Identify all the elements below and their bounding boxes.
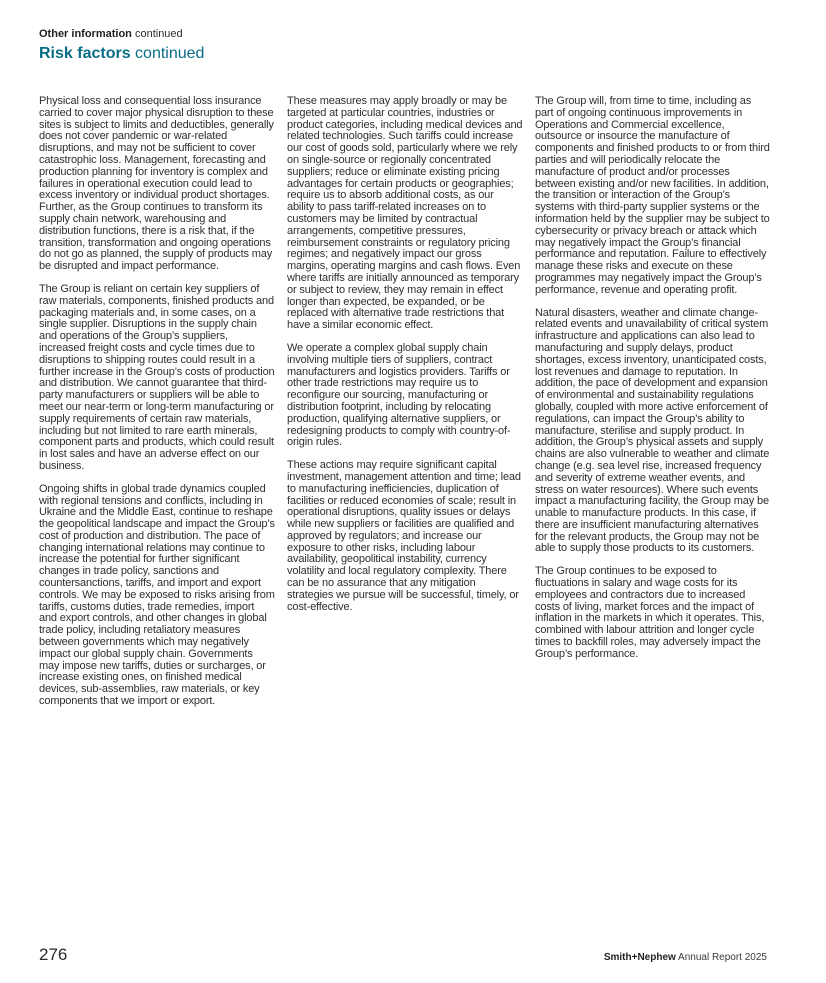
paragraph: Natural disasters, weather and climate change-related events and unavailability of critical system infrastructure and applications can also lead to manufacturing and supply delays, product shortages, excess inventory, unanticipated costs, lost revenues and damage to reputation. In addition, the pace of development and expansion of environmental and sustainability regulations globally, coupled with more active enforcement of regulations, can impact the Group’s ability to manufacture, sterilise and supply product. In addition, the Group’s physical assets and supply chains are also vulnerable to weather and climate change (e.g. sea level rise, increased frequency and severity of extreme weather events, and stress on water resources). Where such events impact a manufacturing facility, the Group may be unable to manufacture products. In this case, if there are insufficient manufacturing alternatives for the relevant products, the Group may not be able to supply those products to its customers. bbox=[535, 306, 770, 555]
paragraph: These actions may require significant capital investment, management attention and time; lead to manufacturing inefficiencies, duplication of facilities or reduced economies of scale; result in operational disruptions, quality issues or delays while new suppliers or facilities are qualified and approved by regulators; and increase our exposure to other risks, including labour availability, geopolitical instability, currency volatility and local regulatory complexity. There can be no assurance that any mitigation strategies we pursue will be successful, timely, or cost-effective. bbox=[287, 459, 521, 613]
paragraph: Ongoing shifts in global trade dynamics coupled with regional tensions and conflicts, including in Ukraine and the Middle East, continue to reshape the geopolitical landscape and impact the Group’s cost of production and distribution. The pace of changing international relations may continue to increase the potential for further significant changes in trade policy, sanctions and countersanctions, tariffs, and import and export controls. We may be exposed to risks arising from tariffs, customs duties, trade remedies, import and export controls, and other changes in global trade policy, including retaliatory measures between governments which may negatively impact our global supply chain. Governments may impose new tariffs, duties or surcharges, or increase existing ones, on finished medical devices, sub-assemblies, raw materials, or key components that we import or export. bbox=[39, 482, 275, 708]
paragraph: These measures may apply broadly or may be targeted at particular countries, industries or product categories, including medical devices and related technologies. Such tariffs could increase our cost of goods sold, particularly where we rely on single-source or regionally concentrated suppliers; reduce or eliminate existing pricing advantages for certain products or geographies; require us to absorb additional costs, as our ability to pass tariff-related increases on to customers may be limited by contractual arrangements, competitive pressures, reimbursement constraints or regulatory pricing regimes; and negatively impact our gross margins, operating margins and cash flows. Even where tariffs are initially announced as temporary or subject to review, they may remain in effect longer than expected, be expanded, or be replaced with alternative trade restrictions that have a similar economic effect. bbox=[287, 95, 523, 332]
section-label bbox=[39, 27, 204, 41]
paragraph: The Group is reliant on certain key suppliers of raw materials, components, finished products and packaging materials and, in some cases, on a single supplier. Disruptions in the supply chain and operations of the Group’s suppliers, increased freight costs and cycle times due to disruptions to shipping routes could result in a further increase in the Group’s costs of production and distribution. We cannot guarantee that third-party manufacturers or suppliers will be able to meet our near-term or long-term manufacturing or supply requirements of certain raw materials, including but not limited to rare earth minerals, component parts and products, which could result in lost sales and have an adverse effect on our business. bbox=[39, 282, 275, 472]
section-label-suffix: continued bbox=[134, 28, 183, 40]
text-column-3 bbox=[535, 96, 771, 672]
report-name: Annual Report 2025 bbox=[678, 952, 767, 963]
page-title-bold: Risk factors bbox=[39, 45, 131, 62]
brand-name: Smith+Nephew bbox=[603, 952, 676, 963]
paragraph: We operate a complex global supply chain involving multiple tiers of suppliers, contract manufacturers and logistics providers. Tariffs or other trade restrictions may require us to reconfigure our sourcing, manufacturing or distribution footprint, including by relocating production, qualifying alternative suppliers, or redesigning products to comply with country-of-origin rules. bbox=[287, 341, 511, 449]
paragraph: The Group will, from time to time, including as part of ongoing continuous improvements in Operations and Commercial excellence, outsource or insource the manufacture of components and finished products to or from third parties and will periodically relocate the manufacture of product and/or processes between existing and/or new facilities. In addition, the transition or interaction of the Group’s systems with third-party supplier systems or the information held by the supplier may be subject to cybersecurity or privacy breach or attack which may negatively impact the Group’s financial performance and reputation. Failure to effectively manage these risks and execute on these programmes may negatively impact the Group’s performance, revenue and operating profit. bbox=[535, 95, 770, 296]
section-label-bold: Other information bbox=[39, 28, 132, 40]
page-header bbox=[39, 27, 204, 64]
footer-brand bbox=[604, 952, 767, 963]
paragraph: Physical loss and consequential loss insurance carried to cover major physical disruption to these sites is subject to limits and deductibles, generally does not cover pandemic or war-related disruptions, and may not be sufficient to cover catastrophic loss. Management, forecasting and production planning for inventory is complex and failures in operational execution could lead to excess inventory or individual product shortages. Further, as the Group continues to transform its supply chain network, warehousing and distribution functions, there is a risk that, if the transition, transformation and ongoing operations do not go as planned, the supply of products may be disrupted and impact performance. bbox=[39, 95, 274, 273]
paragraph: The Group continues to be exposed to fluctuations in salary and wage costs for its employees and contractors due to increased costs of living, market forces and the impact of inflation in the markets in which it operates. This, combined with labour attrition and longer cycle times to backfill roles, may adversely impact the Group’s performance. bbox=[535, 565, 765, 660]
text-column-1 bbox=[39, 96, 275, 719]
page-number: 276 bbox=[39, 945, 68, 964]
text-column-2 bbox=[287, 96, 523, 624]
page-title-suffix: continued bbox=[135, 45, 205, 62]
page-title bbox=[39, 44, 204, 64]
